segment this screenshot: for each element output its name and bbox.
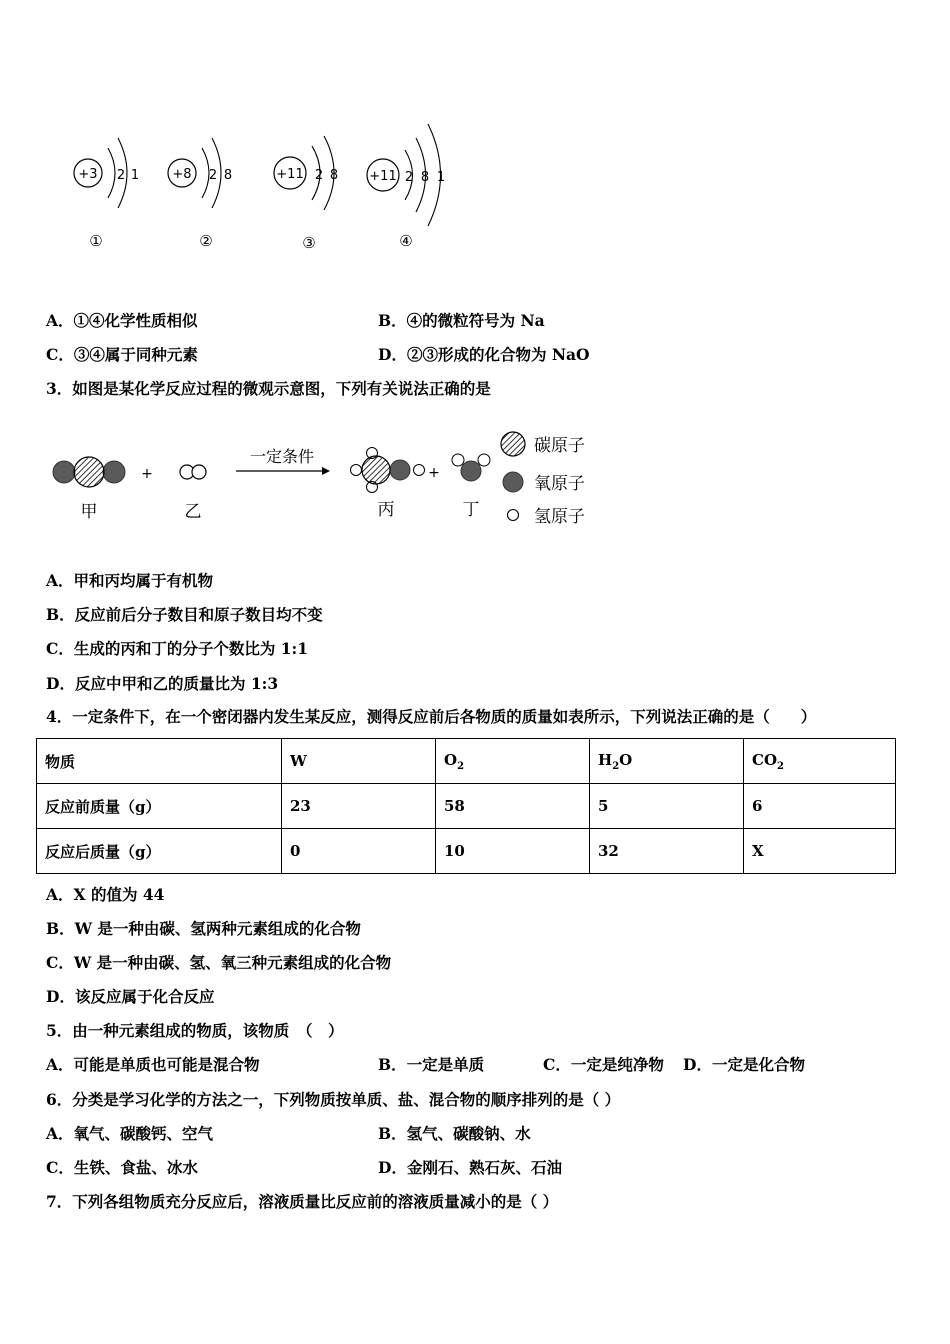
reaction-condition: 一定条件 <box>249 447 315 466</box>
atom-4-nucleus: +11 <box>369 169 397 184</box>
atom-1-label: ① <box>89 232 103 250</box>
reaction-figure <box>46 420 606 530</box>
row-after-label: 反应后质量（g） <box>37 829 282 874</box>
q3-stem: 3．如图是某化学反应过程的微观示意图，下列有关说法正确的是 <box>46 379 491 398</box>
atom-4-shell-2: 8 <box>420 170 430 185</box>
legend-hydrogen-symbol <box>508 510 519 521</box>
header-o2: $O_2$ <box>436 739 590 784</box>
table-cell: 58 <box>436 784 590 829</box>
label-jia: 甲 <box>80 502 98 522</box>
q5-option-a: A．可能是单质也可能是混合物 <box>46 1055 260 1074</box>
q3-option-b: B．反应前后分子数目和原子数目均不变 <box>46 605 323 624</box>
table-cell: 5 <box>590 784 744 829</box>
molecule-yi <box>180 465 206 479</box>
atom-2-nucleus: +8 <box>172 167 192 182</box>
legend-oxygen: 氧原子 <box>534 474 585 494</box>
molecule-bing <box>351 448 425 493</box>
table-cell: 6 <box>744 784 896 829</box>
q3-option-c: C．生成的丙和丁的分子个数比为 1:1 <box>46 639 309 658</box>
legend <box>501 432 585 527</box>
header-h2o: $H_2O$ <box>590 739 744 784</box>
table-cell: 0 <box>282 829 436 874</box>
molecule-jia <box>53 457 125 487</box>
atom-1-shell-1: 2 <box>116 168 126 183</box>
header-co2: $CO_2$ <box>744 739 896 784</box>
header-w: W <box>282 739 436 784</box>
atom-4-shell-3: 1 <box>436 170 446 185</box>
q5-option-b: B．一定是单质 <box>378 1055 485 1074</box>
atom-1-nucleus: +3 <box>78 167 98 182</box>
q7-stem: 7．下列各组物质充分反应后，溶液质量比反应前的溶液质量减小的是（ ） <box>46 1192 559 1211</box>
label-ding: 丁 <box>462 500 480 520</box>
molecule-ding <box>452 454 490 481</box>
q6-stem: 6．分类是学习化学的方法之一，下列物质按单质、盐、混合物的顺序排列的是（ ） <box>46 1090 621 1109</box>
q2-option-d: D．②③形成的化合物为 NaO <box>378 345 590 364</box>
legend-oxygen-symbol <box>503 472 523 492</box>
q6-option-b: B．氢气、碳酸钠、水 <box>378 1124 531 1143</box>
q3-option-a: A．甲和丙均属于有机物 <box>46 571 214 590</box>
header-substance: 物质 <box>37 739 282 784</box>
label-yi: 乙 <box>184 502 202 522</box>
atom-4-label: ④ <box>399 232 413 250</box>
q5-stem: 5．由一种元素组成的物质，该物质 （ ） <box>46 1021 344 1040</box>
atom-3-nucleus: +11 <box>276 167 304 182</box>
row-before-label: 反应前质量（g） <box>37 784 282 829</box>
atom-diagram-1 <box>74 138 139 250</box>
legend-hydrogen: 氢原子 <box>534 507 585 527</box>
table-cell: 10 <box>436 829 590 874</box>
q5-option-c: C．一定是纯净物 <box>543 1055 664 1074</box>
table-cell: 23 <box>282 784 436 829</box>
q4-option-d: D．该反应属于化合反应 <box>46 987 215 1006</box>
atom-structure-figure <box>60 118 480 258</box>
atom-diagram-4 <box>367 124 445 250</box>
plus-sign-1: + <box>141 466 153 482</box>
legend-carbon-symbol <box>501 432 525 456</box>
q4-option-b: B．W 是一种由碳、氢两种元素组成的化合物 <box>46 919 361 938</box>
q5-option-d: D．一定是化合物 <box>683 1055 805 1074</box>
atom-diagram-3 <box>274 136 338 252</box>
table-cell: X <box>744 829 896 874</box>
atom-3-shell-2: 8 <box>329 168 339 183</box>
atom-2-shell-1: 2 <box>208 168 218 183</box>
q4-option-c: C．W 是一种由碳、氢、氧三种元素组成的化合物 <box>46 953 392 972</box>
plus-sign-2: + <box>428 465 440 481</box>
mass-table <box>36 738 896 874</box>
legend-carbon: 碳原子 <box>534 436 585 456</box>
table-cell: 32 <box>590 829 744 874</box>
label-bing: 丙 <box>377 500 395 520</box>
atom-2-label: ② <box>199 232 213 250</box>
atom-2-shell-2: 8 <box>223 168 233 183</box>
atom-1-shell-2: 1 <box>130 168 140 183</box>
table-row <box>37 829 896 874</box>
q4-option-a: A．X 的值为 44 <box>46 885 165 904</box>
table-header-row <box>37 739 896 784</box>
q6-option-a: A．氧气、碳酸钙、空气 <box>46 1124 214 1143</box>
atom-3-label: ③ <box>302 234 316 252</box>
q2-option-a: A．①④化学性质相似 <box>46 311 198 330</box>
table-row <box>37 784 896 829</box>
q2-option-b: B．④的微粒符号为 Na <box>378 311 545 330</box>
q2-option-c: C．③④属于同种元素 <box>46 345 198 364</box>
atom-4-shell-1: 2 <box>404 170 414 185</box>
q4-stem: 4．一定条件下，在一个密闭器内发生某反应，测得反应前后各物质的质量如表所示，下列说法正确的是（ ） <box>46 707 817 726</box>
q6-option-c: C．生铁、食盐、冰水 <box>46 1158 198 1177</box>
reaction-arrow-head <box>322 467 330 475</box>
atom-3-shell-1: 2 <box>314 168 324 183</box>
atom-diagram-2 <box>168 138 232 250</box>
q3-option-d: D．反应中甲和乙的质量比为 1:3 <box>46 674 279 693</box>
q6-option-d: D．金刚石、熟石灰、石油 <box>378 1158 562 1177</box>
